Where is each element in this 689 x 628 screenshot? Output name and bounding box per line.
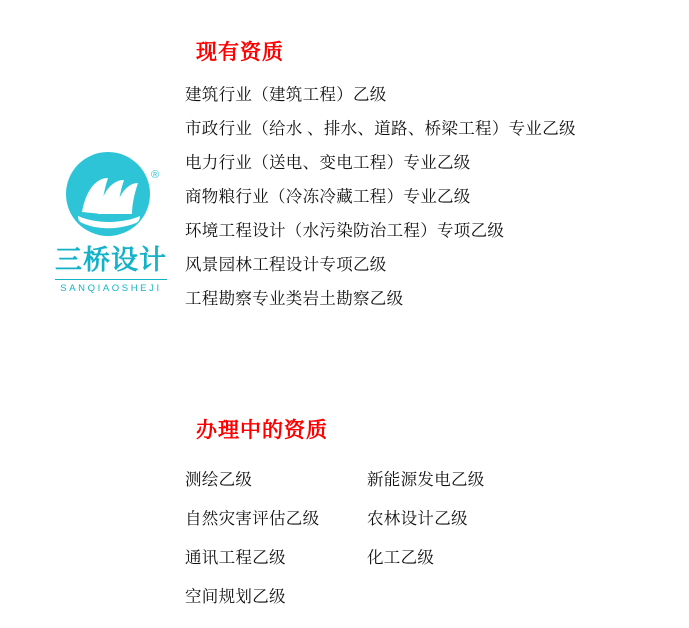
list-item (185, 458, 605, 497)
pending-cell-left: 空间规划乙级 (185, 586, 286, 606)
pending-cell-right: 农林设计乙级 (367, 508, 468, 528)
list-item: 商物粮行业（冷冻冷藏工程）专业乙级 (185, 186, 471, 206)
list-item (185, 497, 605, 536)
pending-section-heading: 办理中的资质 (196, 419, 328, 442)
pending-cell-right: 化工乙级 (367, 547, 435, 567)
pending-cell-right: 新能源发电乙级 (367, 469, 485, 489)
pending-cell-left: 通讯工程乙级 (185, 547, 286, 567)
list-item: 建筑行业（建筑工程）乙级 (185, 84, 387, 104)
svg-text:®: ® (151, 169, 160, 181)
pending-qualifications-grid (185, 458, 605, 614)
list-item: 环境工程设计（水污染防治工程）专项乙级 (185, 220, 505, 240)
list-item: 风景园林工程设计专项乙级 (185, 254, 387, 274)
logo-divider (55, 279, 167, 280)
logo-pinyin: SANQIAOSHEJI (60, 282, 162, 294)
existing-qualifications-list (185, 78, 680, 316)
list-item (185, 575, 605, 614)
list-item (185, 536, 605, 575)
pending-cell-left: 自然灾害评估乙级 (185, 508, 320, 528)
company-logo (48, 150, 174, 294)
wave-logo-icon (52, 150, 170, 242)
pending-cell-left: 测绘乙级 (185, 469, 253, 489)
list-item: 电力行业（送电、变电工程）专业乙级 (185, 152, 471, 172)
existing-section-heading: 现有资质 (196, 41, 284, 64)
logo-company-name: 三桥设计 (55, 245, 167, 275)
list-item: 工程勘察专业类岩土勘察乙级 (185, 288, 404, 308)
list-item: 市政行业（给水 、排水、道路、桥梁工程）专业乙级 (185, 118, 576, 138)
